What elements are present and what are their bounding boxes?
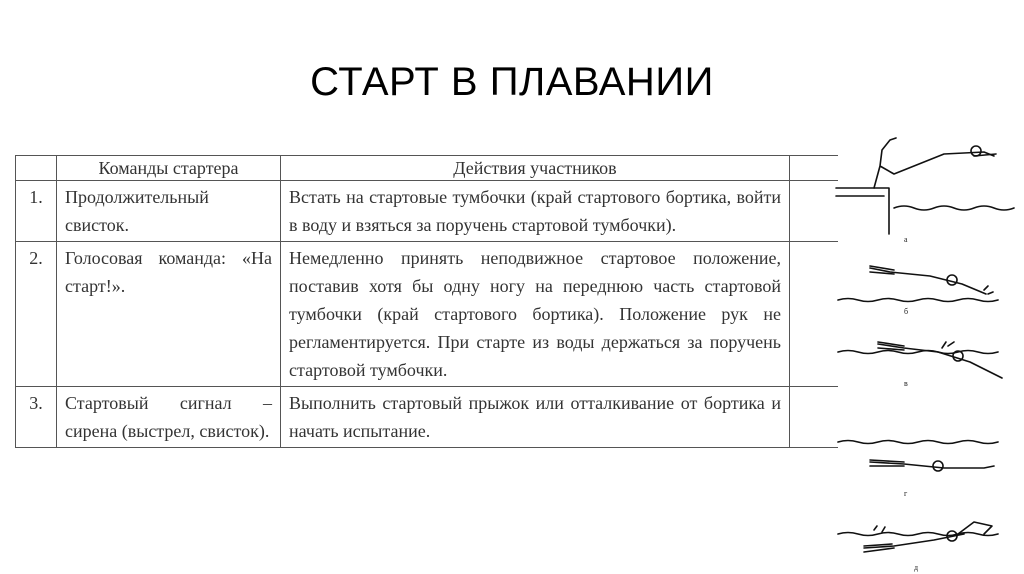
row-number: 2. xyxy=(16,242,57,387)
row-number: 3. xyxy=(16,387,57,448)
water-line xyxy=(838,299,998,302)
row-action: Немедленно принять неподвижное стартовое положение, поставив хотя бы одну ногу на переднюю часть стартовой тумбочки (край стартового бортика). Положение рук не регламентируется. При старте из воды держаться за поручень стартовой тумбочки. xyxy=(281,242,790,387)
row-action: Выполнить стартовый прыжок или отталкивание от бортика и начать испытание. xyxy=(281,387,790,448)
figure-label: в xyxy=(904,379,908,388)
header-commands: Команды стартера xyxy=(57,156,281,181)
figure-label: а xyxy=(904,235,908,244)
table-row xyxy=(16,387,838,448)
figure-a-block-dive xyxy=(836,138,1014,244)
splash xyxy=(874,526,885,532)
figure-g-glide xyxy=(838,441,998,499)
header-number xyxy=(16,156,57,181)
table-row xyxy=(16,242,838,387)
diver-head xyxy=(971,146,981,156)
figure-v-entry xyxy=(838,342,1002,388)
row-command: Продолжительный свисток. xyxy=(57,181,281,242)
header-actions: Действия участников xyxy=(281,156,790,181)
figure-label: б xyxy=(904,307,909,316)
water-line xyxy=(838,441,998,444)
figure-label: г xyxy=(904,489,908,498)
splash xyxy=(942,342,954,348)
splash xyxy=(984,286,993,294)
swimming-start-illustration xyxy=(834,130,1024,574)
swimmer-body xyxy=(870,268,986,294)
figure-b-flight xyxy=(838,266,998,316)
page-title: СТАРТ В ПЛАВАНИИ xyxy=(310,60,714,104)
row-extra xyxy=(790,181,838,242)
table-header-row xyxy=(16,156,838,181)
water-line xyxy=(894,206,1014,210)
swimmer-body xyxy=(870,462,994,468)
table-row xyxy=(16,181,838,242)
row-extra xyxy=(790,242,838,387)
row-command: Голосовая команда: «На старт!». xyxy=(57,242,281,387)
figure-label: д xyxy=(914,563,919,572)
starting-block xyxy=(836,188,889,234)
header-extra xyxy=(790,156,838,181)
row-command: Стартовый сигнал – сирена (выстрел, свисток). xyxy=(57,387,281,448)
row-number: 1. xyxy=(16,181,57,242)
water-line xyxy=(838,533,998,536)
row-action: Встать на стартовые тумбочки (край стартового бортика, войти в воду и взяться за поручень стартовой тумбочки). xyxy=(281,181,790,242)
water-line xyxy=(838,351,998,354)
row-extra xyxy=(790,387,838,448)
starter-commands-table xyxy=(15,155,838,448)
figure-d-first-stroke xyxy=(838,522,998,572)
swimmer-head xyxy=(933,461,943,471)
